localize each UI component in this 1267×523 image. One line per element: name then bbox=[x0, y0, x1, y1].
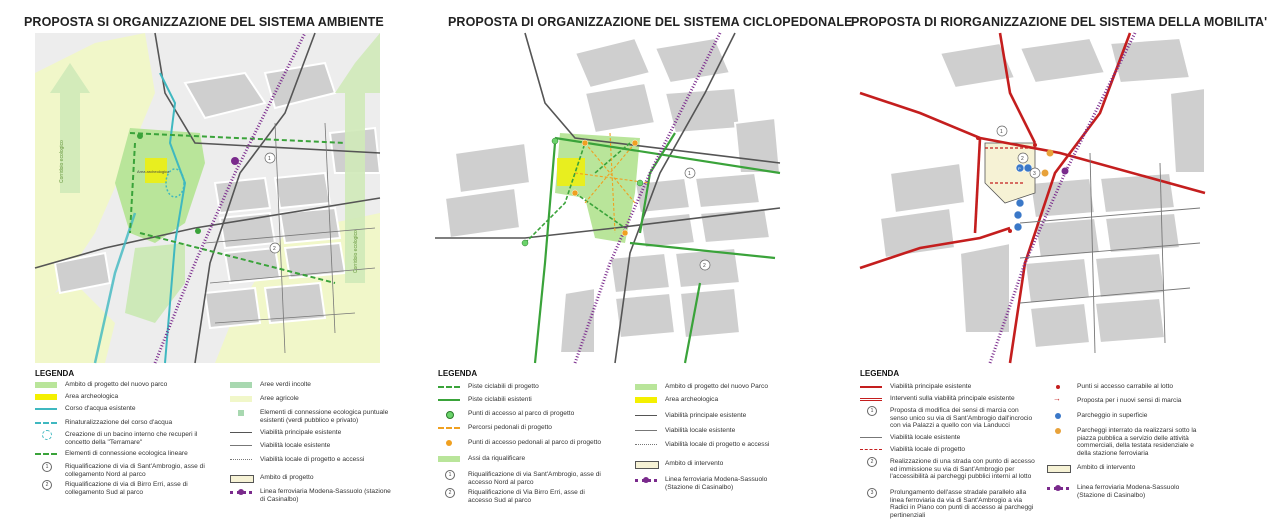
legend-item: Viabilità locale di progetto bbox=[860, 446, 965, 454]
legend-item: Elementi di connessione ecologica puntuale esistenti (verdi pubblico e privato) bbox=[230, 409, 395, 424]
legend-item: Punti si accesso carrabile al lotto bbox=[1047, 383, 1173, 391]
legend-item: Viabilità locale esistente bbox=[230, 442, 330, 450]
legend-item: Piste ciclabili di progetto bbox=[438, 383, 539, 391]
legend-item: Linea ferroviaria Modena-Sassuolo (Stazione di Casinalbo) bbox=[1047, 484, 1207, 499]
legend-item: Creazione di un bacino interno che recuperi il concetto della "Terramare" bbox=[35, 431, 215, 446]
legend-item: Viabilità locale esistente bbox=[635, 427, 735, 435]
legend-item: Viabilità principale esistente bbox=[635, 412, 746, 420]
legend-item: Viabilità principale esistente bbox=[860, 383, 971, 391]
svg-text:1: 1 bbox=[268, 156, 271, 162]
legend-item: Ambito di progetto del nuovo parco bbox=[35, 381, 167, 389]
svg-text:2: 2 bbox=[703, 263, 706, 269]
legend-item: 3 Prolungamento dell'asse stradale parallelo alla linea ferroviaria da via di Sant'Ambrogio a via Radici in Piano con punti di accesso ai parcheggi pertinenziali bbox=[860, 489, 1035, 519]
legend-item: Assi da riqualificare bbox=[438, 455, 525, 463]
legend-item: 2 Realizzazione di una strada con punto di accesso ed immissione su via di Sant'Ambrogio per l'accessibilità ai parcheggi pubblici interni al lotto bbox=[860, 458, 1035, 481]
svg-text:1: 1 bbox=[688, 171, 691, 177]
legend-item: Elementi di connessione ecologica lineare bbox=[35, 450, 188, 458]
legend-item: Parcheggio in superficie bbox=[1047, 412, 1147, 420]
legend-left bbox=[860, 383, 1040, 518]
legend-title: LEGENDA bbox=[438, 369, 478, 378]
legend-item: Ambito di progetto del nuovo Parco bbox=[635, 383, 768, 391]
legend-item: Corso d'acqua esistente bbox=[35, 405, 136, 413]
map-mobilita bbox=[860, 33, 1205, 363]
legend-item: Viabilità locale di progetto e accessi bbox=[635, 441, 769, 449]
svg-text:P: P bbox=[1018, 166, 1021, 171]
svg-text:Area archeologica: Area archeologica bbox=[137, 169, 170, 174]
legend-item: Piste ciclabili esistenti bbox=[438, 396, 532, 404]
svg-text:1: 1 bbox=[1000, 129, 1003, 135]
legend-right bbox=[635, 383, 800, 513]
legend-item: Parcheggi interrato da realizzarsi sotto la piazza pubblica a servizio delle attività commerciali, della testata residenziale e della stazione ferroviaria bbox=[1047, 427, 1207, 457]
legend-item: Ambito di intervento bbox=[1047, 464, 1135, 472]
legend-item: Viabilità locale esistente bbox=[860, 434, 960, 442]
legend-item: Area archeologica bbox=[35, 393, 118, 401]
legend-right bbox=[1047, 383, 1212, 518]
panel-title: PROPOSTA DI ORGANIZZAZIONE DEL SISTEMA CICLOPEDONALE bbox=[448, 15, 853, 29]
legend-item: Ambito di progetto bbox=[230, 474, 314, 482]
panel-title: PROPOSTA DI RIORGANIZZAZIONE DEL SISTEMA DELLA MOBILITA' bbox=[851, 15, 1267, 29]
legend-item: Viabilità principale esistente bbox=[230, 429, 341, 437]
legend-left bbox=[438, 383, 628, 513]
legend-item: Ambito di intervento bbox=[635, 460, 723, 468]
legend-item: Percorsi pedonali di progetto bbox=[438, 424, 552, 432]
svg-text:2: 2 bbox=[273, 246, 276, 252]
legend-item: Linea ferroviaria Modena-Sassuolo (stazione di Casinalbo) bbox=[230, 488, 395, 503]
legend-item: 2 Riqualificazione di via di Birro Erri, asse di collegamento Sud al parco bbox=[35, 481, 215, 496]
panel-title: PROPOSTA SI ORGANIZZAZIONE DEL SISTEMA AMBIENTE bbox=[24, 15, 384, 29]
panel-ciclopedonale bbox=[430, 0, 853, 523]
map-ciclopedonale bbox=[435, 33, 780, 363]
legend-item: Punti di accesso al parco di progetto bbox=[438, 410, 574, 418]
legend-title: LEGENDA bbox=[860, 369, 900, 378]
legend-item: Viabilità locale di progetto e accessi bbox=[230, 456, 364, 464]
legend-item: 1 Proposta di modifica dei sensi di marcia con senso unico su via di Sant'Ambrogio dall'incrocio con via Palazzi a quello con via Landucci bbox=[860, 407, 1035, 430]
legend-item: 1 Riqualificazione di via di Sant'Ambrogio, asse di collegamento Nord al parco bbox=[35, 463, 215, 478]
legend-item: Aree agricole bbox=[230, 395, 299, 403]
legend-item: Linea ferroviaria Modena-Sassuolo (Stazione di Casinalbo) bbox=[635, 476, 795, 491]
legend-item: Aree verdi incolte bbox=[230, 381, 311, 389]
legend-item: Rinaturalizzazione del corso d'acqua bbox=[35, 419, 172, 427]
svg-text:Corridoio ecologico: Corridoio ecologico bbox=[353, 230, 359, 273]
panel-mobilita bbox=[840, 0, 1267, 523]
legend-item: 1 Riqualificazione di via Sant'Ambrogio, asse di accesso Nord al parco bbox=[438, 471, 608, 486]
svg-text:Corridoio ecologico: Corridoio ecologico bbox=[59, 140, 65, 183]
legend-item: Area archeologica bbox=[635, 396, 718, 404]
legend-item: → Proposta per i nuovi sensi di marcia bbox=[1053, 394, 1182, 404]
legend-left bbox=[35, 381, 225, 511]
svg-text:3: 3 bbox=[1033, 171, 1036, 177]
legend-item: 2 Riqualificazione di Via Birro Erri, asse di accesso Sud al parco bbox=[438, 489, 608, 504]
legend-right bbox=[230, 381, 400, 511]
legend-item: Punti di accesso pedonali al parco di progetto bbox=[438, 439, 601, 447]
legend-item: Interventi sulla viabilità principale esistente bbox=[860, 395, 1015, 403]
map-ambiente bbox=[35, 33, 380, 363]
legend-title: LEGENDA bbox=[35, 369, 75, 378]
panel-ambiente bbox=[20, 0, 395, 523]
svg-text:2: 2 bbox=[1021, 156, 1024, 162]
